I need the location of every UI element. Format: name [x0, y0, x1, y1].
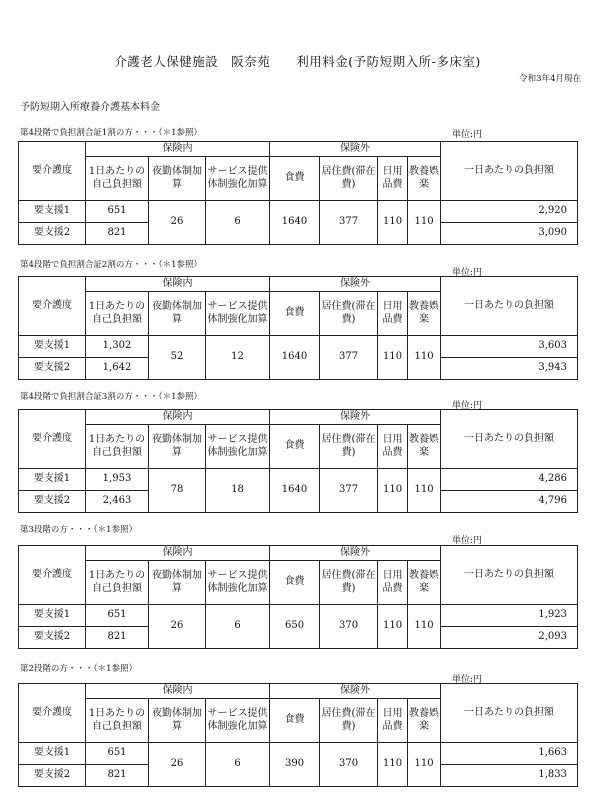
night-staff-header: 夜勤体制加算 — [149, 699, 206, 743]
uninsured-header: 保険外 — [270, 410, 441, 425]
daily-goods-header: 日用品費 — [378, 561, 408, 605]
self-pay-cell: 651 — [86, 201, 149, 223]
recreation-header: 教養娯楽 — [408, 699, 441, 743]
recreation-cell: 110 — [408, 605, 441, 649]
residence-cell: 370 — [320, 605, 378, 649]
daily-total-cell: 1,923 — [441, 605, 578, 627]
table-row — [19, 743, 578, 765]
uninsured-header: 保険外 — [270, 546, 441, 561]
service-enhance-header: サービス提供体制強化加算 — [206, 425, 270, 469]
service-enhance-header: サービス提供体制強化加算 — [206, 561, 270, 605]
care-level-header: 要介護度 — [19, 277, 86, 336]
self-pay-cell: 821 — [86, 223, 149, 245]
meal-header: 食費 — [270, 561, 320, 605]
unit-label: 単位:円 — [452, 675, 483, 685]
care-level-header: 要介護度 — [19, 142, 86, 201]
recreation-header: 教養娯楽 — [408, 292, 441, 336]
night-staff-cell: 26 — [149, 743, 206, 787]
meal-cell: 1640 — [270, 469, 320, 513]
residence-header: 居住費(滞在費) — [320, 292, 378, 336]
care-level-cell: 要支援2 — [19, 223, 86, 245]
table-row — [19, 336, 578, 358]
insured-header: 保険内 — [86, 142, 270, 157]
meal-header: 食費 — [270, 699, 320, 743]
daily-total-cell: 2,093 — [441, 627, 578, 649]
recreation-cell: 110 — [408, 743, 441, 787]
recreation-header: 教養娯楽 — [408, 425, 441, 469]
fee-table — [18, 141, 578, 245]
self-pay-header: 1日あたりの自己負担額 — [86, 157, 149, 201]
night-staff-cell: 26 — [149, 201, 206, 245]
service-enhance-cell: 6 — [206, 605, 270, 649]
care-level-cell: 要支援1 — [19, 743, 86, 765]
care-level-cell: 要支援2 — [19, 765, 86, 787]
service-enhance-cell: 12 — [206, 336, 270, 380]
daily-total-header: 一日あたりの負担額 — [441, 142, 578, 201]
meal-cell: 390 — [270, 743, 320, 787]
insured-header: 保険内 — [86, 684, 270, 699]
care-level-cell: 要支援2 — [19, 491, 86, 513]
fee-table — [18, 276, 578, 380]
daily-total-cell: 4,286 — [441, 469, 578, 491]
residence-cell: 377 — [320, 336, 378, 380]
fee-table — [18, 545, 578, 649]
recreation-header: 教養娯楽 — [408, 157, 441, 201]
daily-total-cell: 3,943 — [441, 358, 578, 380]
service-enhance-header: サービス提供体制強化加算 — [206, 292, 270, 336]
night-staff-header: 夜勤体制加算 — [149, 425, 206, 469]
self-pay-cell: 651 — [86, 605, 149, 627]
recreation-cell: 110 — [408, 336, 441, 380]
recreation-cell: 110 — [408, 201, 441, 245]
daily-total-cell: 3,603 — [441, 336, 578, 358]
document-title: 介護老人保健施設 阪奈苑 利用料金(予防短期入所-多床室) — [114, 54, 481, 69]
daily-goods-header: 日用品費 — [378, 699, 408, 743]
daily-total-cell: 1,833 — [441, 765, 578, 787]
residence-cell: 370 — [320, 743, 378, 787]
meal-header: 食費 — [270, 292, 320, 336]
table-row — [19, 605, 578, 627]
self-pay-cell: 651 — [86, 743, 149, 765]
daily-total-cell: 2,920 — [441, 201, 578, 223]
daily-total-header: 一日あたりの負担額 — [441, 410, 578, 469]
night-staff-cell: 78 — [149, 469, 206, 513]
night-staff-cell: 26 — [149, 605, 206, 649]
self-pay-header: 1日あたりの自己負担額 — [86, 699, 149, 743]
residence-header: 居住費(滞在費) — [320, 699, 378, 743]
self-pay-cell: 2,463 — [86, 491, 149, 513]
uninsured-header: 保険外 — [270, 277, 441, 292]
uninsured-header: 保険外 — [270, 142, 441, 157]
night-staff-header: 夜勤体制加算 — [149, 292, 206, 336]
meal-header: 食費 — [270, 425, 320, 469]
table-row — [19, 201, 578, 223]
self-pay-cell: 1,953 — [86, 469, 149, 491]
section-caption: 第4段階で負担割合証1割の方・・・（＊1参照） — [20, 128, 202, 138]
residence-header: 居住費(滞在費) — [320, 157, 378, 201]
daily-goods-cell: 110 — [378, 469, 408, 513]
unit-label: 単位:円 — [452, 130, 483, 140]
unit-label: 単位:円 — [452, 536, 483, 546]
insured-header: 保険内 — [86, 277, 270, 292]
care-level-cell: 要支援1 — [19, 605, 86, 627]
night-staff-cell: 52 — [149, 336, 206, 380]
daily-goods-header: 日用品費 — [378, 157, 408, 201]
self-pay-cell: 821 — [86, 627, 149, 649]
residence-cell: 377 — [320, 201, 378, 245]
section-caption: 第2段階の方・・・（＊1参照） — [20, 664, 138, 674]
service-enhance-cell: 18 — [206, 469, 270, 513]
insured-header: 保険内 — [86, 546, 270, 561]
residence-cell: 377 — [320, 469, 378, 513]
meal-header: 食費 — [270, 157, 320, 201]
care-level-header: 要介護度 — [19, 546, 86, 605]
night-staff-header: 夜勤体制加算 — [149, 157, 206, 201]
night-staff-header: 夜勤体制加算 — [149, 561, 206, 605]
daily-total-cell: 1,663 — [441, 743, 578, 765]
daily-goods-cell: 110 — [378, 336, 408, 380]
residence-header: 居住費(滞在費) — [320, 561, 378, 605]
daily-total-header: 一日あたりの負担額 — [441, 277, 578, 336]
care-level-cell: 要支援1 — [19, 469, 86, 491]
daily-goods-cell: 110 — [378, 201, 408, 245]
daily-goods-header: 日用品費 — [378, 292, 408, 336]
care-level-cell: 要支援2 — [19, 358, 86, 380]
effective-date: 令和3年4月現在 — [519, 74, 581, 84]
care-level-cell: 要支援1 — [19, 201, 86, 223]
daily-total-cell: 3,090 — [441, 223, 578, 245]
self-pay-cell: 1,302 — [86, 336, 149, 358]
meal-cell: 650 — [270, 605, 320, 649]
daily-total-cell: 4,796 — [441, 491, 578, 513]
service-enhance-cell: 6 — [206, 743, 270, 787]
self-pay-cell: 821 — [86, 765, 149, 787]
unit-label: 単位:円 — [452, 401, 483, 411]
daily-goods-cell: 110 — [378, 605, 408, 649]
daily-goods-header: 日用品費 — [378, 425, 408, 469]
unit-label: 単位:円 — [452, 268, 483, 278]
self-pay-header: 1日あたりの自己負担額 — [86, 292, 149, 336]
care-level-cell: 要支援2 — [19, 627, 86, 649]
uninsured-header: 保険外 — [270, 684, 441, 699]
fee-table — [18, 683, 578, 787]
self-pay-cell: 1,642 — [86, 358, 149, 380]
section-caption: 第4段階で負担割合証2割の方・・・（＊1参照） — [20, 260, 202, 270]
recreation-cell: 110 — [408, 469, 441, 513]
service-enhance-header: サービス提供体制強化加算 — [206, 157, 270, 201]
section-caption: 第3段階の方・・・（＊1参照） — [20, 525, 138, 535]
daily-total-header: 一日あたりの負担額 — [441, 684, 578, 743]
service-enhance-cell: 6 — [206, 201, 270, 245]
table-row — [19, 469, 578, 491]
service-enhance-header: サービス提供体制強化加算 — [206, 699, 270, 743]
care-level-cell: 要支援1 — [19, 336, 86, 358]
fee-table — [18, 409, 578, 513]
insured-header: 保険内 — [86, 410, 270, 425]
self-pay-header: 1日あたりの自己負担額 — [86, 561, 149, 605]
meal-cell: 1640 — [270, 201, 320, 245]
care-level-header: 要介護度 — [19, 410, 86, 469]
self-pay-header: 1日あたりの自己負担額 — [86, 425, 149, 469]
residence-header: 居住費(滞在費) — [320, 425, 378, 469]
document-subtitle: 予防短期入所療養介護基本料金 — [20, 102, 160, 113]
daily-goods-cell: 110 — [378, 743, 408, 787]
section-caption: 第4段階で負担割合証3割の方・・・（＊1参照） — [20, 392, 202, 402]
meal-cell: 1640 — [270, 336, 320, 380]
daily-total-header: 一日あたりの負担額 — [441, 546, 578, 605]
care-level-header: 要介護度 — [19, 684, 86, 743]
recreation-header: 教養娯楽 — [408, 561, 441, 605]
